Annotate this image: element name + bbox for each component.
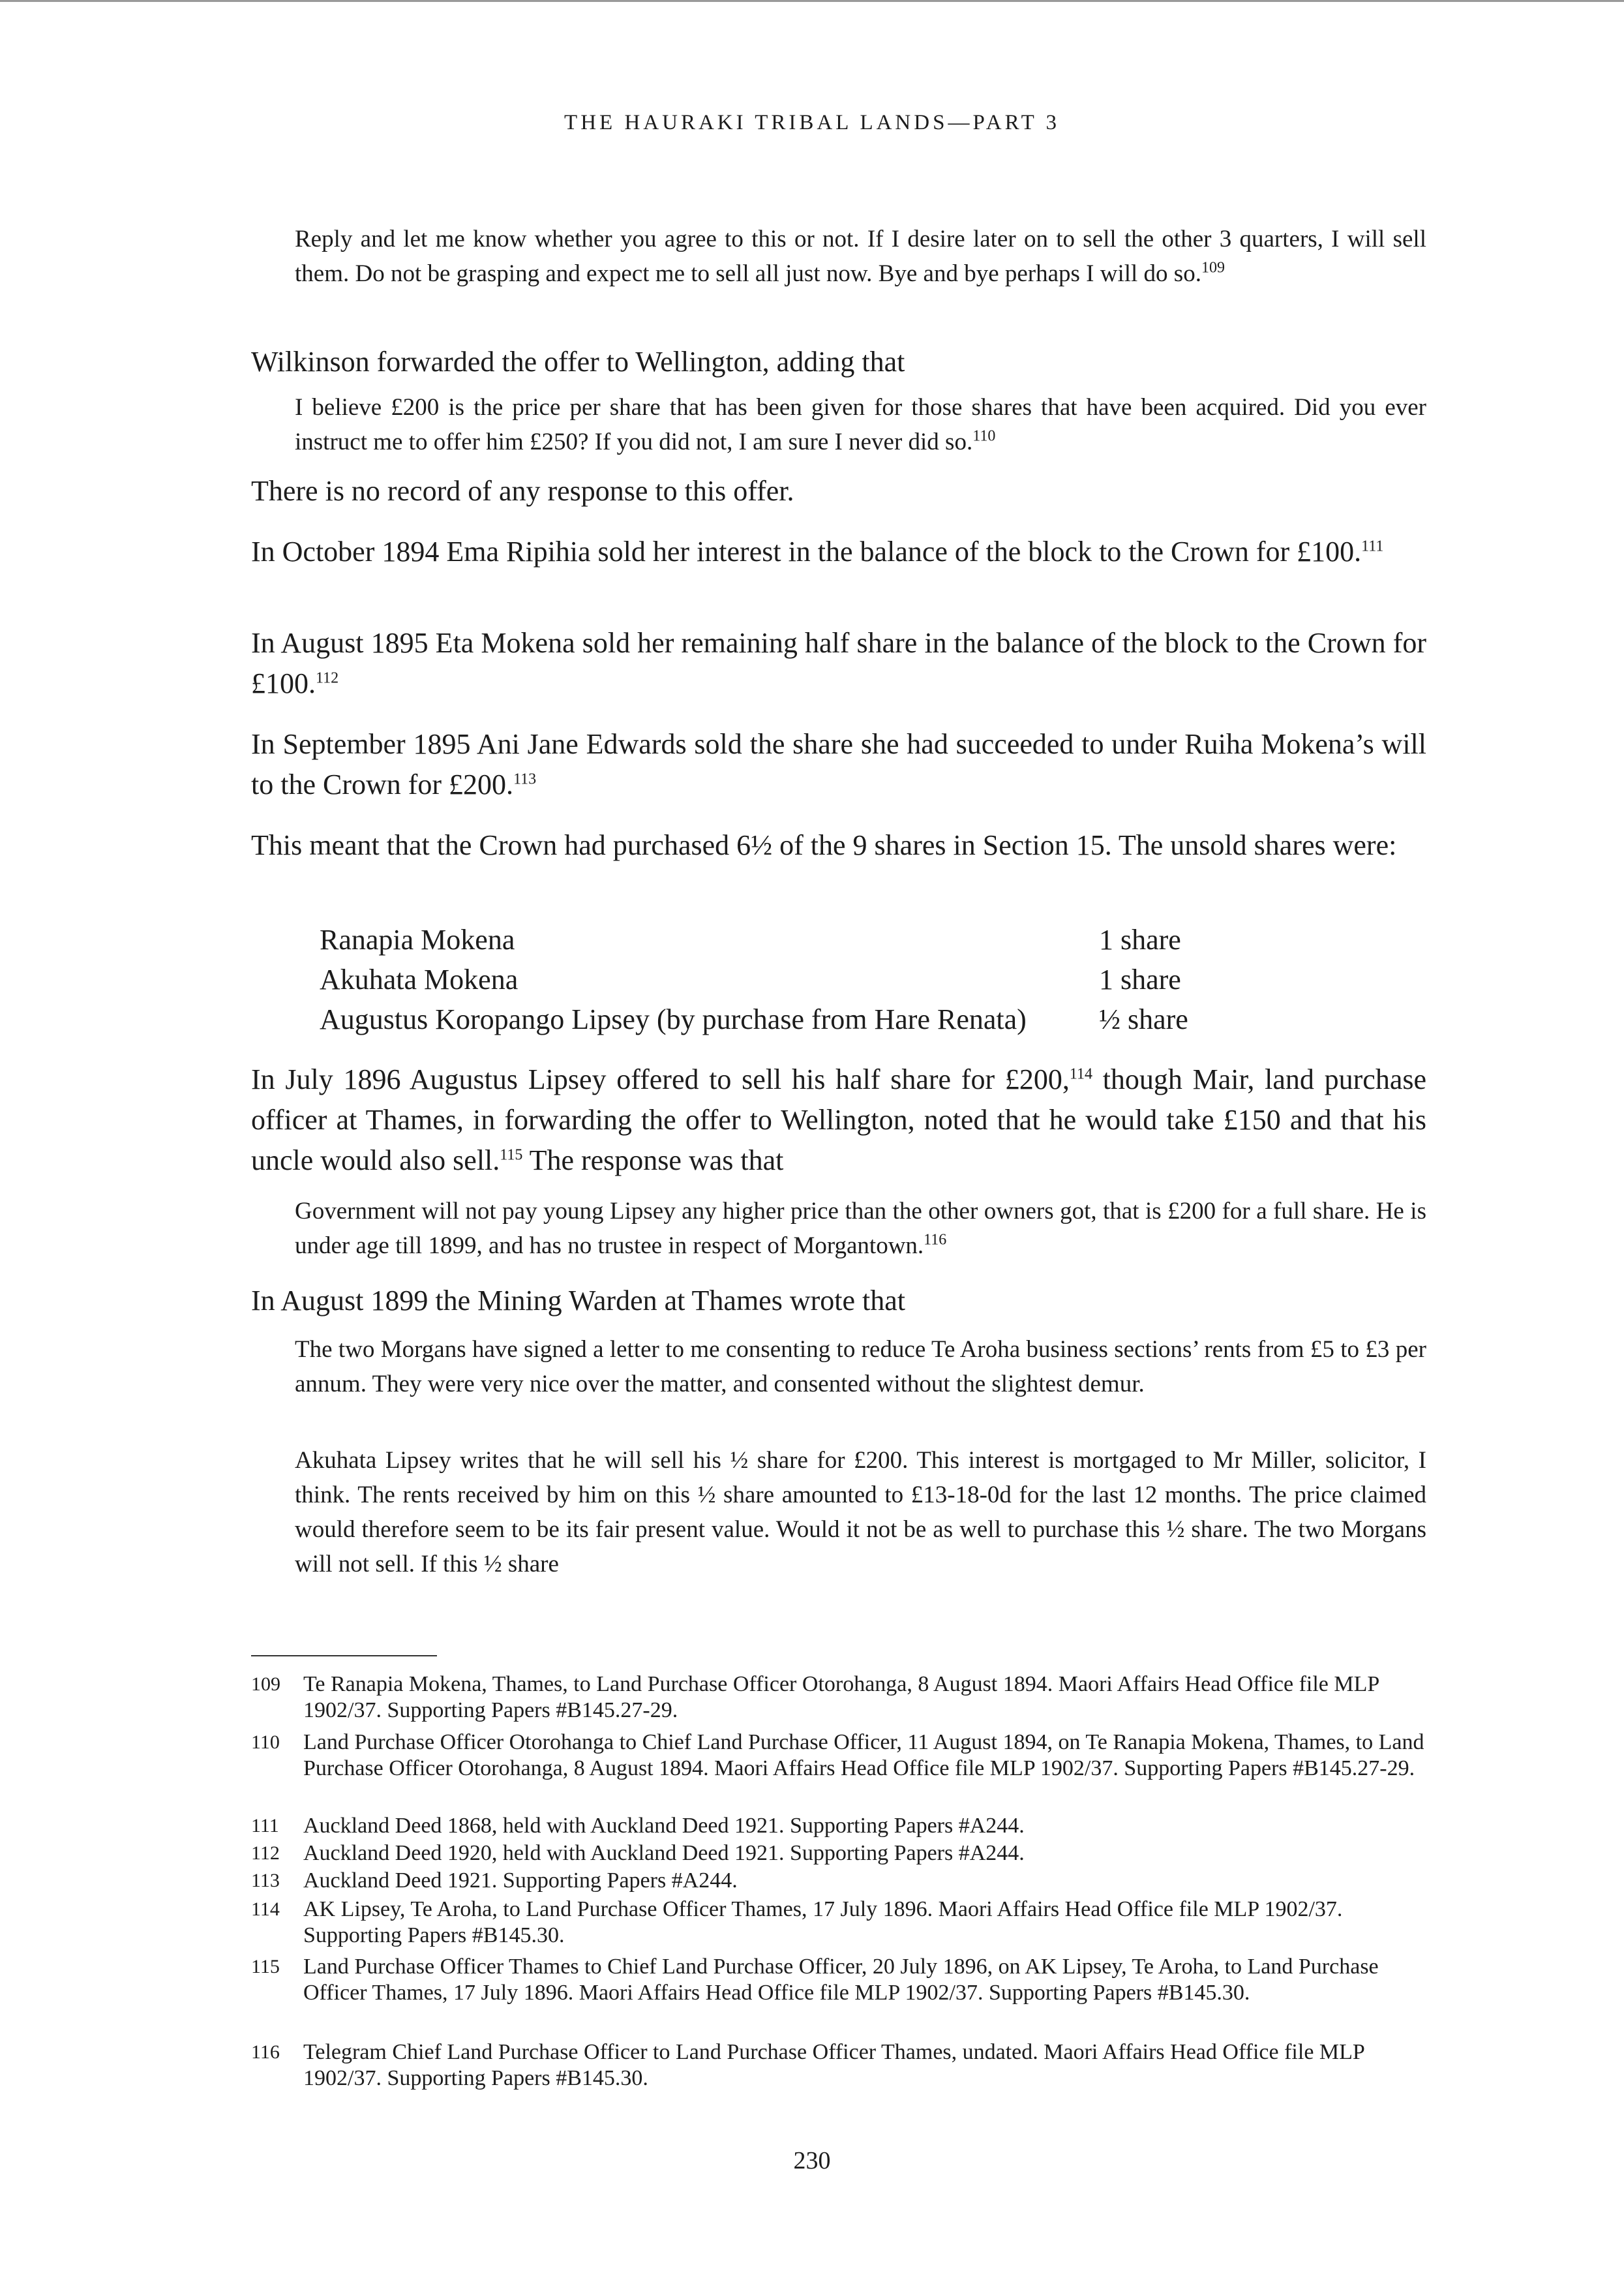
footnote-ref[interactable]: 109 [1201,259,1225,277]
footnote-text: Telegram Chief Land Purchase Officer to Land Purchase Officer Thames, undated. Maori Affairs Head Office file MLP 1902/37. Supporting Papers #B145.30. [303,2040,1364,2090]
quote-paragraph [251,1443,1426,1581]
footnote-text: Auckland Deed 1921. Supporting Papers #A244. [303,1868,738,1893]
footnote-text: Auckland Deed 1920, held with Auckland Deed 1921. Supporting Papers #A244. [303,1841,1025,1865]
quote-paragraph [251,390,1426,459]
body-paragraph [251,471,1426,511]
paragraph-text: There is no record of any response to this offer. [251,475,794,507]
paragraph-text: Wilkinson forwarded the offer to Wellington, adding that [251,346,905,378]
share-amount: 1 share [1099,964,1181,996]
footnote-ref[interactable]: 116 [924,1231,947,1249]
share-amount: ½ share [1099,1003,1188,1035]
quote-paragraph [251,222,1426,291]
paragraph-text: This meant that the Crown had purchased 6½ of the 9 shares in Section 15. The unsold shares were: [251,829,1397,861]
footnote-separator [251,1655,437,1656]
footnote-text: AK Lipsey, Te Aroha, to Land Purchase Officer Thames, 17 July 1896. Maori Affairs Head Office file MLP 1902/37. Supporting Papers #B145.30. [303,1897,1343,1947]
body-paragraph [251,532,1426,572]
body-paragraph [251,724,1426,805]
paragraph-text: In September 1895 Ani Jane Edwards sold the share she had succeeded to under Ruiha Mokena’s will to the Crown for £200. [251,728,1426,800]
body-paragraph [251,825,1426,866]
body-paragraph [251,342,1426,382]
paragraph-text: In July 1896 Augustus Lipsey offered to sell his half share for £200, [251,1063,1070,1095]
footnote-number: 111 [251,1815,279,1836]
footnote-number: 112 [251,1842,280,1864]
quote-text: The two Morgans have signed a letter to me consenting to reduce Te Aroha business sections’ rents from £5 to £3 per annum. They were very nice over the matter, and consented without the slightest demur. [295,1336,1426,1397]
unsold-shares-table [320,920,1233,1039]
page-top-rule [0,0,1624,2]
owner-name: Ranapia Mokena [320,924,515,956]
footnote-text: Land Purchase Officer Otorohanga to Chief Land Purchase Officer, 11 August 1894, on Te Ranapia Mokena, Thames, to Land Purchase Officer Otorohanga, 8 August 1894. Maori Affairs Head Office file MLP 1902/37. Supporting Papers #B145.27-29. [303,1730,1424,1780]
footnote-ref[interactable]: 113 [513,770,537,788]
footnote-ref[interactable]: 115 [500,1146,523,1164]
paragraph-text: The response was that [522,1144,784,1176]
paragraph-text: In August 1895 Eta Mokena sold her remaining half share in the balance of the block to the Crown for £100. [251,627,1426,699]
footnote-number: 116 [251,2041,280,2063]
footnote-text: Auckland Deed 1868, held with Auckland Deed 1921. Supporting Papers #A244. [303,1814,1025,1838]
paragraph-text: In August 1899 the Mining Warden at Thames wrote that [251,1285,905,1317]
paragraph-text: though Mair, land purchase officer at Thames, in forwarding the offer to Wellington, noted that he would take £150 and that his uncle would also sell. [251,1063,1427,1176]
page-number: 230 [793,2147,831,2174]
running-head: THE HAURAKI TRIBAL LANDS—PART 3 [564,111,1060,134]
footnote-number: 113 [251,1870,280,1891]
footnote-ref[interactable]: 112 [316,669,339,687]
table-row [320,999,1233,1039]
footnote-number: 110 [251,1731,280,1753]
quote-paragraph [251,1332,1426,1401]
footnote-number: 115 [251,1956,280,1977]
body-paragraph [251,623,1426,704]
quote-text: I believe £200 is the price per share that has been given for those shares that have been acquired. Did you ever instruct me to offer him £250? If you did not, I am sure I never did so. [295,394,1426,455]
quote-text: Akuhata Lipsey writes that he will sell his ½ share for £200. This interest is mortgaged to Mr Miller, solicitor, I think. The rents received by him on this ½ share amounted to £13-18-0d for the last 12 months. The price claimed would therefore seem to be its fair present value. Would it not be as well to purchase this ½ share. The two Morgans will not sell. If this ½ share [295,1447,1426,1577]
body-paragraph [251,1059,1426,1181]
footnote-ref[interactable]: 111 [1361,538,1384,555]
body-paragraph [251,1281,1426,1321]
table-row [320,960,1233,999]
owner-name: Akuhata Mokena [320,964,519,996]
paragraph-text: In October 1894 Ema Ripihia sold her interest in the balance of the block to the Crown for £100. [251,536,1362,568]
footnote-ref[interactable]: 110 [972,427,996,445]
footnote-ref[interactable]: 114 [1069,1065,1092,1083]
owner-name: Augustus Koropango Lipsey (by purchase from Hare Renata) [320,1003,1027,1035]
footnote-text: Land Purchase Officer Thames to Chief Land Purchase Officer, 20 July 1896, on AK Lipsey, Te Aroha, to Land Purchase Officer Thames, 17 July 1896. Maori Affairs Head Office file MLP 1902/37. Supporting Papers #B145.30. [303,1955,1379,2005]
quote-text: Government will not pay young Lipsey any higher price than the other owners got, that is £200 for a full share. He is under age till 1899, and has no trustee in respect of Morgantown. [295,1198,1426,1259]
quote-text: Reply and let me know whether you agree to this or not. If I desire later on to sell the other 3 quarters, I will sell them. Do not be grasping and expect me to sell all just now. Bye and bye perhaps I will do so. [295,226,1426,287]
table-row [320,920,1233,960]
footnote-text: Te Ranapia Mokena, Thames, to Land Purchase Officer Otorohanga, 8 August 1894. Maori Affairs Head Office file MLP 1902/37. Supporting Papers #B145.27-29. [303,1672,1379,1722]
share-amount: 1 share [1099,924,1181,956]
quote-paragraph [251,1194,1426,1263]
footnote-number: 114 [251,1898,280,1920]
footnote-number: 109 [251,1673,280,1695]
